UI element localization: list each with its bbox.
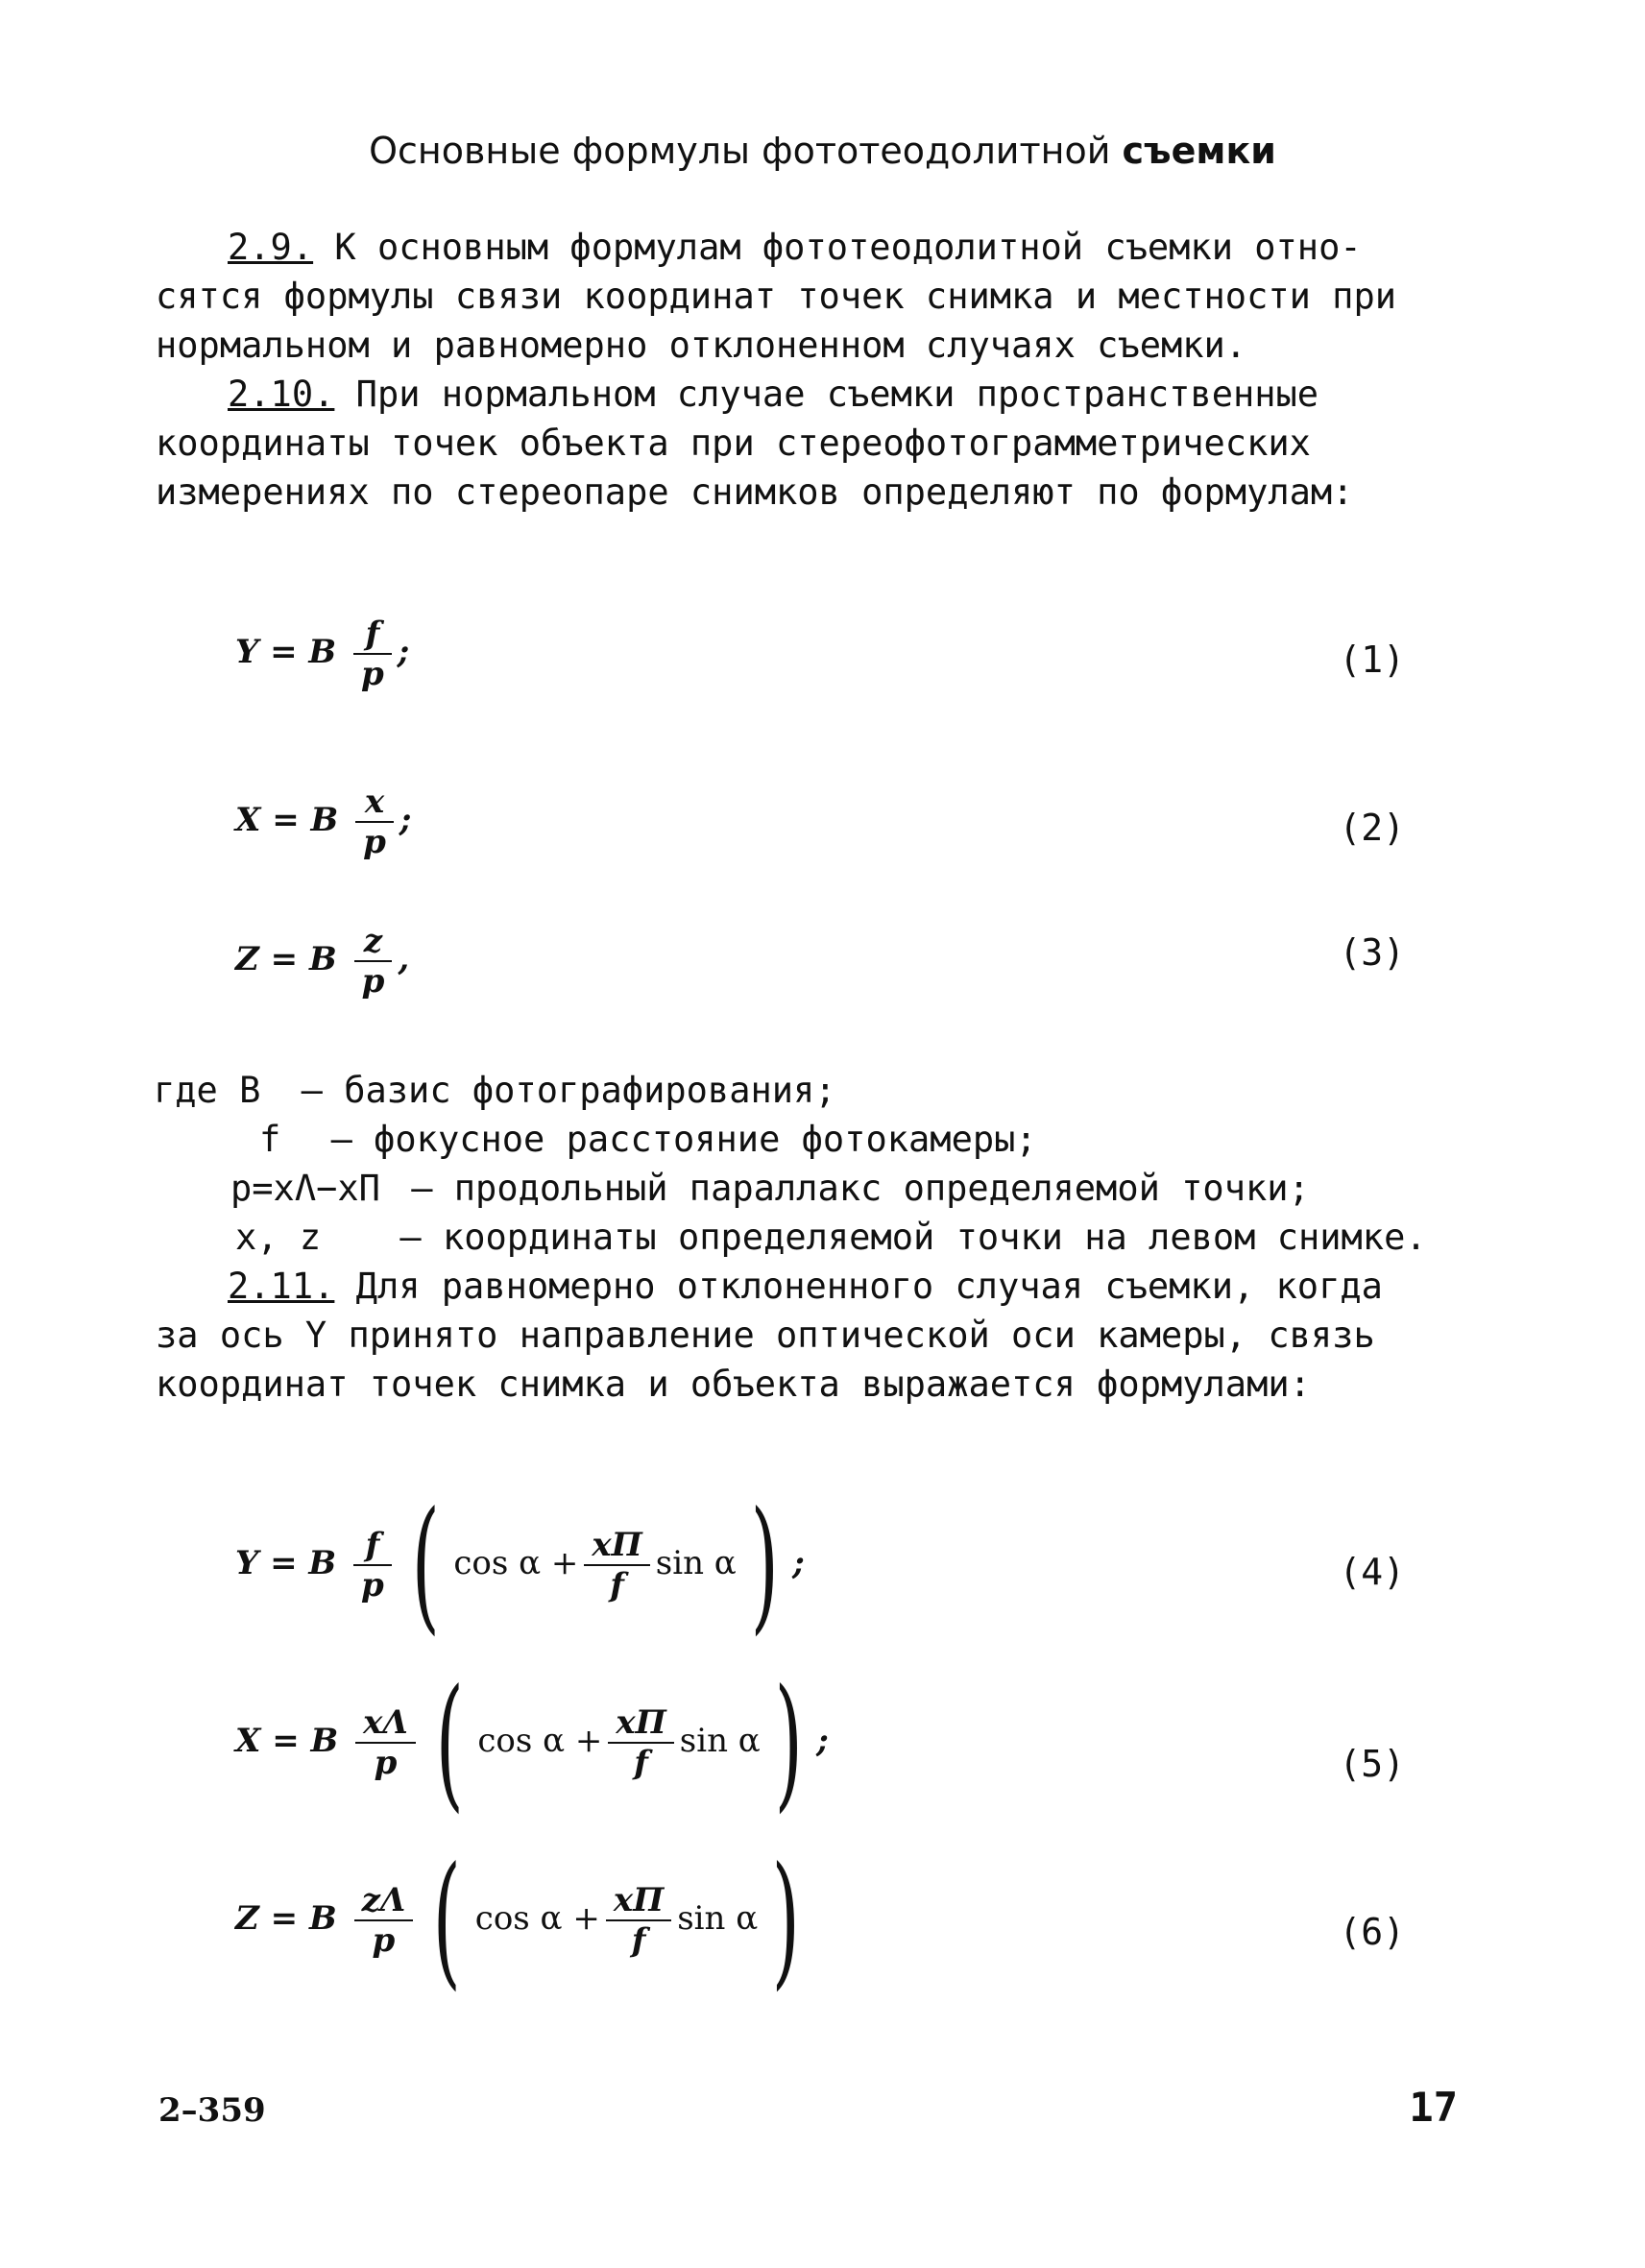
denominator: f <box>634 1744 648 1782</box>
formula-lhs: Z = B <box>235 1899 337 1938</box>
numerator: xП <box>584 1526 649 1566</box>
paragraph-line: К основным формулам фототеодолитной съемки отно- <box>334 227 1362 268</box>
signature-code: 2–359 <box>158 2091 266 2130</box>
formula-4 <box>235 1482 805 1649</box>
legend-symbol: p=xΛ−xП <box>230 1168 380 1209</box>
legend-symbol: f <box>259 1119 281 1160</box>
inner-fraction <box>608 1703 673 1782</box>
right-paren: ) <box>771 1837 801 2004</box>
denominator: p <box>363 823 386 861</box>
numerator: f <box>353 1526 392 1566</box>
fraction <box>355 1703 416 1782</box>
denominator: p <box>361 1566 384 1604</box>
section-number: 2.9. <box>228 227 314 268</box>
paragraph-2-9 <box>156 223 1500 370</box>
formula-tail: ; <box>792 1544 805 1582</box>
numerator: xП <box>606 1881 671 1921</box>
numerator: zΛ <box>354 1881 414 1921</box>
fraction <box>353 615 392 693</box>
page-title <box>0 130 1645 172</box>
formula-5 <box>235 1659 829 1826</box>
left-paren: ( <box>432 1837 462 2004</box>
equation-number: (6) <box>1339 1911 1405 1953</box>
legend-symbol: x, z <box>235 1217 322 1258</box>
formula-6 <box>235 1837 814 2004</box>
numerator: f <box>353 615 392 655</box>
denominator: p <box>374 1744 398 1782</box>
formula-1 <box>235 615 409 693</box>
denominator: p <box>361 655 384 693</box>
equation-number: (1) <box>1339 639 1405 681</box>
formula-2 <box>235 783 411 861</box>
formula-3 <box>235 922 409 1001</box>
fraction <box>353 1526 392 1604</box>
numerator: xП <box>608 1703 673 1744</box>
inner-term: cos α + <box>474 1899 600 1938</box>
legend-text: – фокусное расстояние фотокамеры; <box>330 1119 1037 1160</box>
paragraph-line: координат точек снимка и объекта выражается формулами: <box>156 1363 1311 1405</box>
numerator: z <box>354 922 393 962</box>
legend-text: – базис фотографирования; <box>301 1070 836 1111</box>
inner-term: cos α + <box>453 1544 579 1582</box>
formula-tail: ; <box>399 801 412 839</box>
title-bold-text: съемки <box>1122 130 1276 172</box>
left-paren: ( <box>435 1659 464 1826</box>
right-paren: ) <box>750 1482 779 1649</box>
formula-lhs: X = B <box>235 1722 339 1760</box>
legend-text: – координаты определяемой точки на левом снимке. <box>399 1217 1427 1258</box>
fraction <box>354 1881 414 1960</box>
paragraph-line: сятся формулы связи координат точек снимка и местности при <box>156 276 1397 317</box>
numerator: x <box>355 783 394 823</box>
paragraph-2-11 <box>156 1262 1500 1409</box>
formula-tail: ; <box>397 633 410 671</box>
formula-lhs: Y = B <box>235 633 337 671</box>
legend-symbol: где B <box>154 1070 261 1111</box>
denominator: f <box>631 1921 646 1960</box>
fraction <box>355 783 394 861</box>
legend-text: – продольный параллакс определяемой точки; <box>411 1168 1310 1209</box>
page-number: 17 <box>1409 2084 1458 2131</box>
denominator: p <box>361 962 385 1001</box>
paragraph-line: измерениях по стереопаре снимков определяют по формулам: <box>156 471 1354 513</box>
formula-lhs: X = B <box>235 801 339 839</box>
inner-fraction <box>606 1881 671 1960</box>
section-number: 2.11. <box>228 1266 335 1307</box>
denominator: f <box>610 1566 624 1604</box>
section-number: 2.10. <box>228 374 335 415</box>
legend-row <box>230 1164 1310 1213</box>
paragraph-line: При нормальном случае съемки пространственные <box>355 374 1319 415</box>
left-paren: ( <box>411 1482 440 1649</box>
numerator: xΛ <box>355 1703 416 1744</box>
formula-lhs: Z = B <box>235 940 337 978</box>
inner-fraction <box>584 1526 649 1604</box>
equation-number: (2) <box>1339 807 1405 849</box>
inner-term: sin α <box>679 1722 761 1760</box>
paragraph-2-10 <box>156 370 1500 517</box>
formula-lhs: Y = B <box>235 1544 337 1582</box>
fraction <box>354 922 393 1001</box>
equation-number: (5) <box>1339 1743 1405 1785</box>
inner-term: sin α <box>677 1899 759 1938</box>
paragraph-line: Для равномерно отклоненного случая съемки, когда <box>355 1266 1383 1307</box>
denominator: p <box>372 1921 396 1960</box>
legend-row <box>259 1115 1037 1164</box>
inner-term: sin α <box>655 1544 737 1582</box>
legend-row <box>235 1213 1427 1262</box>
paragraph-line: координаты точек объекта при стереофотограмметрических <box>156 422 1311 464</box>
title-text: Основные формулы фототеодолитной <box>369 130 1111 172</box>
formula-tail: ; <box>816 1722 829 1760</box>
legend-row <box>154 1066 836 1115</box>
right-paren: ) <box>774 1659 803 1826</box>
paragraph-line: за ось Y принято направление оптической оси камеры, связь <box>156 1315 1375 1356</box>
formula-tail: , <box>398 940 410 978</box>
equation-number: (4) <box>1339 1551 1405 1593</box>
paragraph-line: нормальном и равномерно отклоненном случаях съемки. <box>156 325 1247 366</box>
inner-term: cos α + <box>477 1722 603 1760</box>
equation-number: (3) <box>1339 931 1405 974</box>
